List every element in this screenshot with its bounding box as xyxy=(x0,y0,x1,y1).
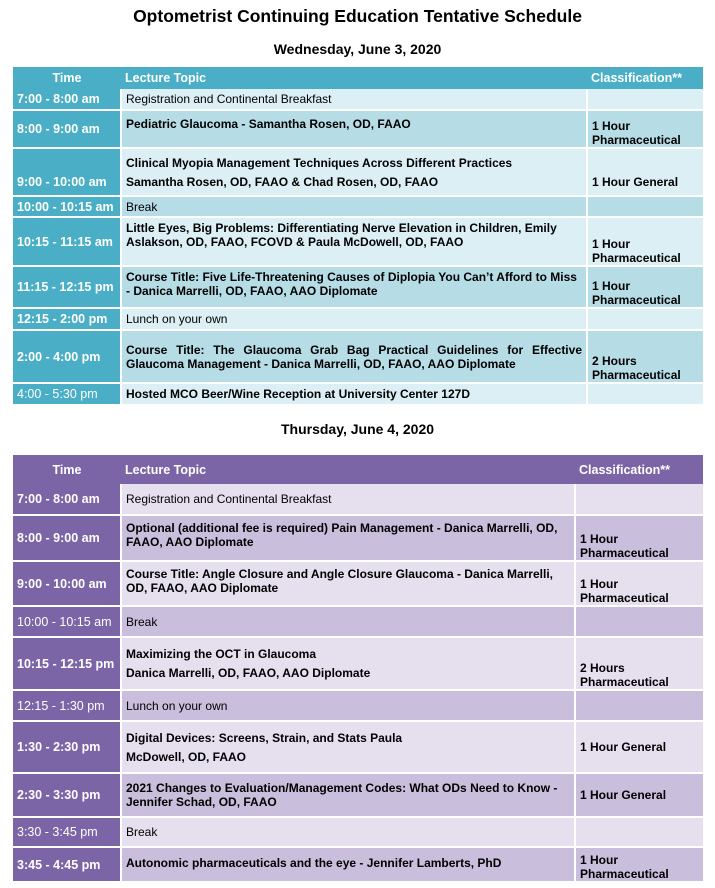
table-row xyxy=(13,515,703,561)
time-cell: 2:30 - 3:30 pm xyxy=(13,773,121,817)
topic-cell: Autonomic pharmaceuticals and the eye - Jennifer Lamberts, PhD xyxy=(121,847,575,882)
time-cell: 7:00 - 8:00 am xyxy=(13,484,121,515)
table-row xyxy=(13,266,703,308)
topic-cell: Hosted MCO Beer/Wine Reception at University Center 127D xyxy=(121,383,587,405)
table-row xyxy=(13,721,703,773)
header-time: Time xyxy=(13,455,121,484)
topic-title: Digital Devices: Screens, Strain, and Stats Paula xyxy=(126,730,403,745)
time-cell: 3:30 - 3:45 pm xyxy=(13,817,121,847)
classification-cell: 1 Hour General xyxy=(575,721,703,773)
table-row xyxy=(13,690,703,721)
time-cell: 1:30 - 2:30 pm xyxy=(13,721,121,773)
time-cell: 11:15 - 12:15 pm xyxy=(13,266,121,308)
time-cell: 4:00 - 5:30 pm xyxy=(13,383,121,405)
time-cell: 9:00 - 10:00 am xyxy=(13,148,121,196)
topic-cell: Lunch on your own xyxy=(121,308,587,330)
thursday-schedule-table xyxy=(13,455,703,883)
time-cell: 10:00 - 10:15 am xyxy=(13,606,121,637)
table-row xyxy=(13,817,703,847)
topic-speaker: McDowell, OD, FAAO xyxy=(126,749,247,764)
classification-cell: 1 Hour Pharmaceutical xyxy=(587,266,703,308)
wednesday-schedule-table xyxy=(13,67,703,406)
table-row xyxy=(13,89,703,110)
classification-cell: 2 Hours Pharmaceutical xyxy=(587,330,703,383)
classification-cell xyxy=(575,606,703,637)
time-cell: 12:15 - 1:30 pm xyxy=(13,690,121,721)
table-row xyxy=(13,637,703,690)
topic-speaker: Samantha Rosen, OD, FAAO & Chad Rosen, OD, FAAO xyxy=(126,174,439,189)
table-header-row xyxy=(13,455,703,484)
topic-cell: Registration and Continental Breakfast xyxy=(121,484,575,515)
topic-cell: Break xyxy=(121,817,575,847)
topic-cell: Course Title: Angle Closure and Angle Closure Glaucoma - Danica Marrelli, OD, FAAO, AAO Diplomate xyxy=(121,561,575,606)
wednesday-heading: Wednesday, June 3, 2020 xyxy=(273,41,442,57)
topic-title: Clinical Myopia Management Techniques Across Different Practices xyxy=(126,155,513,170)
topic-cell: Course Title: The Glaucoma Grab Bag Practical Guidelines for Effective Glaucoma Management - Danica Marrelli, OD, FAAO, AAO Diplomate xyxy=(121,330,587,383)
classification-cell xyxy=(587,308,703,330)
time-cell: 7:00 - 8:00 am xyxy=(13,89,121,110)
classification-cell xyxy=(587,196,703,217)
time-cell: 8:00 - 9:00 am xyxy=(13,515,121,561)
time-cell: 10:00 - 10:15 am xyxy=(13,196,121,217)
topic-cell xyxy=(121,148,587,196)
topic-cell: Break xyxy=(121,196,587,217)
time-cell: 10:15 - 11:15 am xyxy=(13,217,121,266)
topic-cell: Optional (additional fee is required) Pain Management - Danica Marrelli, OD, FAAO, AAO Diplomate xyxy=(121,515,575,561)
table-header-row xyxy=(13,67,703,89)
table-row xyxy=(13,773,703,817)
classification-cell: 1 Hour General xyxy=(575,773,703,817)
topic-cell xyxy=(121,637,575,690)
classification-cell: 1 Hour Pharmaceutical xyxy=(575,561,703,606)
classification-cell: 2 Hours Pharmaceutical xyxy=(575,637,703,690)
topic-cell: Registration and Continental Breakfast xyxy=(121,89,587,110)
table-row xyxy=(13,383,703,405)
topic-cell: Little Eyes, Big Problems: Differentiating Nerve Elevation in Children, Emily Aslakson, OD, FAAO, FCOVD & Paula McDowell, OD, FAAO xyxy=(121,217,587,266)
topic-cell: Lunch on your own xyxy=(121,690,575,721)
table-row xyxy=(13,148,703,196)
topic-cell: Break xyxy=(121,606,575,637)
topic-cell: Course Title: Five Life-Threatening Causes of Diplopia You Can’t Afford to Miss - Danica Marrelli, OD, FAAO, AAO Diplomate xyxy=(121,266,587,308)
header-classification: Classification** xyxy=(587,67,703,89)
table-row xyxy=(13,330,703,383)
table-row xyxy=(13,110,703,148)
classification-cell: 1 Hour Pharmaceutical xyxy=(575,847,703,882)
table-row xyxy=(13,561,703,606)
classification-cell: 1 Hour General xyxy=(587,148,703,196)
header-classification: Classification** xyxy=(575,455,703,484)
topic-cell xyxy=(121,721,575,773)
page-title: Optometrist Continuing Education Tentative Schedule xyxy=(133,6,582,26)
classification-cell xyxy=(575,690,703,721)
table-row xyxy=(13,606,703,637)
header-time: Time xyxy=(13,67,121,89)
time-cell: 8:00 - 9:00 am xyxy=(13,110,121,148)
classification-cell xyxy=(587,383,703,405)
classification-cell: 1 Hour Pharmaceutical xyxy=(587,110,703,148)
time-cell: 2:00 - 4:00 pm xyxy=(13,330,121,383)
topic-title: Maximizing the OCT in Glaucoma xyxy=(126,647,317,661)
table-row xyxy=(13,847,703,882)
time-cell: 10:15 - 12:15 pm xyxy=(13,637,121,690)
table-row xyxy=(13,217,703,266)
classification-cell xyxy=(587,89,703,110)
time-cell: 9:00 - 10:00 am xyxy=(13,561,121,606)
time-cell: 3:45 - 4:45 pm xyxy=(13,847,121,882)
table-row xyxy=(13,308,703,330)
topic-speaker: Danica Marrelli, OD, FAAO, AAO Diplomate xyxy=(126,666,371,680)
header-lecture-topic: Lecture Topic xyxy=(121,455,575,484)
classification-cell xyxy=(575,817,703,847)
classification-cell xyxy=(575,484,703,515)
thursday-heading: Thursday, June 4, 2020 xyxy=(280,421,435,437)
classification-cell: 1 Hour Pharmaceutical xyxy=(575,515,703,561)
topic-cell: Pediatric Glaucoma - Samantha Rosen, OD, FAAO xyxy=(121,110,587,148)
header-lecture-topic: Lecture Topic xyxy=(121,67,587,89)
topic-cell: 2021 Changes to Evaluation/Management Codes: What ODs Need to Know - Jennifer Schad, OD, FAAO xyxy=(121,773,575,817)
table-row xyxy=(13,196,703,217)
table-row xyxy=(13,484,703,515)
classification-cell: 1 Hour Pharmaceutical xyxy=(587,217,703,266)
time-cell: 12:15 - 2:00 pm xyxy=(13,308,121,330)
